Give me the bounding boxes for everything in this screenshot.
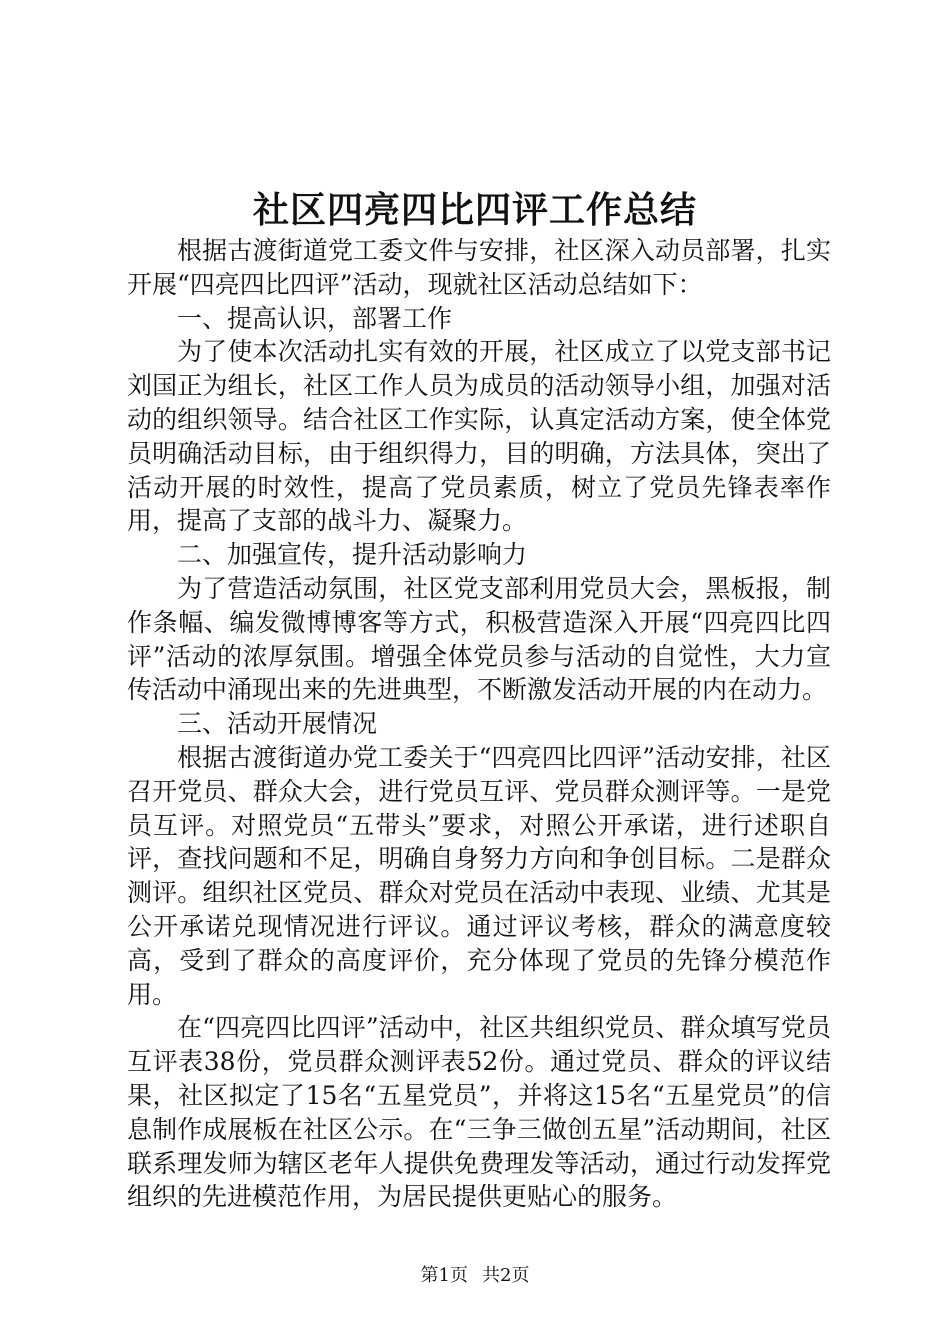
document-body (127, 234, 831, 1214)
section-heading-2: 二、加强宣传，提升活动影响力 (177, 540, 528, 570)
section-1-paragraph: 为了使本次活动扎实有效的开展，社区成立了以党支部书记刘国正为组长，社区工作人员为成员的活动领导小组，加强对活动的组织领导。结合社区工作实际，认真定活动方案，使全体党员明确活动目标，由于组织得力，目的明确，方法具体，突出了活动开展的时效性，提高了党员素质，树立了党员先锋表率作用，提高了支部的战斗力、凝聚力。 (127, 337, 831, 536)
section-3-paragraph: 根据古渡街道办党工委关于“四亮四比四评”活动安排，社区召开党员、群众大会，进行党员互评、党员群众测评等。一是党员互评。对照党员“五带头”要求，对照公开承诺，进行述职自评，查找问题和不足，明确自身努力方向和争创目标。二是群众测评。组织社区党员、群众对党员在活动中表现、业绩、尤其是公开承诺兑现情况进行评议。通过评议考核，群众的满意度较高，受到了群众的高度评价，充分体现了党员的先锋分模范作用。 (127, 742, 831, 1009)
section-heading-3: 三、活动开展情况 (177, 709, 378, 739)
section-3-paragraph-2: 在“四亮四比四评”活动中，社区共组织党员、群众填写党员互评表38份，党员群众测评表52份。通过党员、群众的评议结果，社区拟定了15名“五星党员”，并将这15名“五星党员”的信息制作成展板在社区公示。在“三争三做创五星”活动期间，社区联系理发师为辖区老年人提供免费理发等活动，通过行动发挥党组织的先进模范作用，为居民提供更贴心的服务。 (127, 1013, 831, 1212)
page-total: 共2页 (482, 1265, 530, 1286)
page-number: 第1页 (420, 1265, 468, 1286)
section-heading-1: 一、提高认识，部署工作 (177, 303, 453, 333)
section-2-paragraph: 为了营造活动氛围，社区党支部利用党员大会，黑板报，制作条幅、编发微博博客等方式，积极营造深入开展“四亮四比四评”活动的浓厚氛围。增强全体党员参与活动的自觉性，大力宣传活动中涌现出来的先进典型，不断激发活动开展的内在动力。 (127, 573, 831, 705)
page-footer (0, 1264, 950, 1288)
intro-paragraph: 根据古渡街道党工委文件与安排，社区深入动员部署，扎实开展“四亮四比四评”活动，现就社区活动总结如下： (127, 236, 831, 299)
document-title: 社区四亮四比四评工作总结 (252, 189, 697, 231)
